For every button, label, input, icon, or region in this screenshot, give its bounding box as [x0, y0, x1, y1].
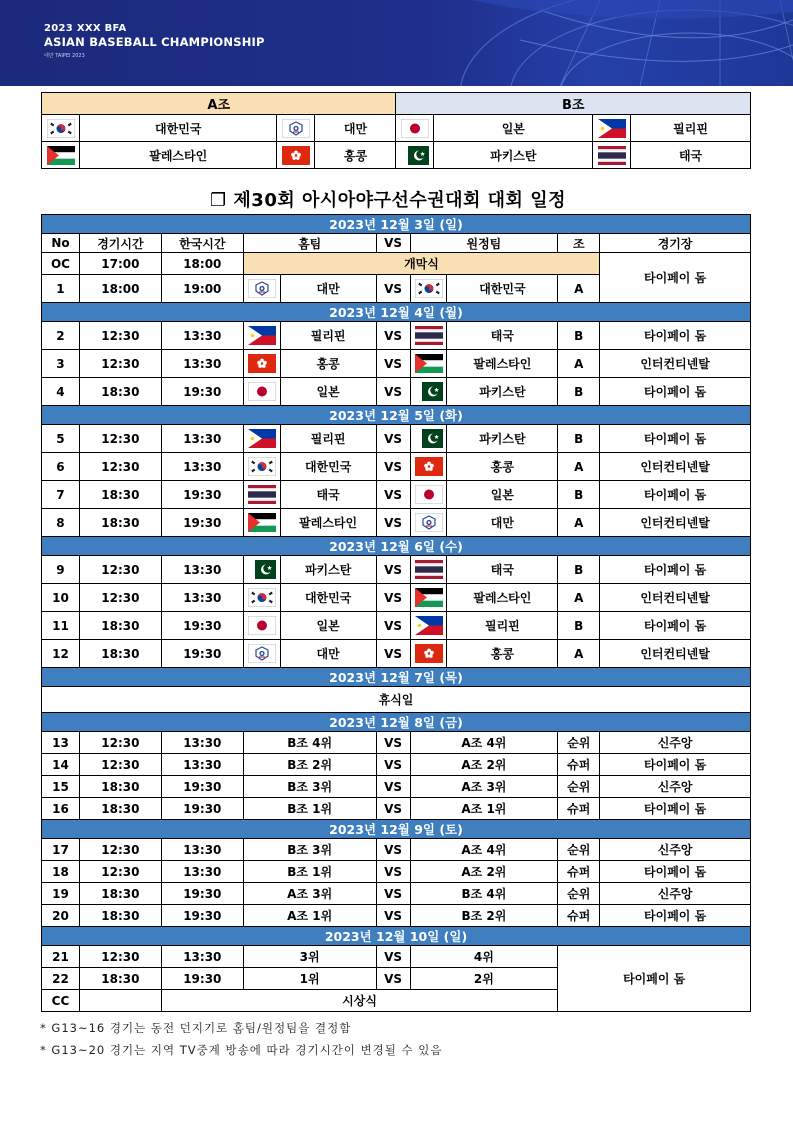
date-header: 2023년 12월 7일 (목): [42, 668, 751, 687]
local-time: 18:30: [79, 905, 161, 927]
table-row: [42, 946, 751, 968]
table-row: [42, 425, 751, 453]
palestine-flag-icon: [248, 513, 276, 532]
venue: 타이페이 돔: [600, 556, 751, 584]
flag-cell: [410, 612, 447, 640]
home-team: 일본: [280, 378, 376, 406]
footnote: * G13~16 경기는 동전 던지기로 홈팀/원정팀을 결정함: [40, 1021, 352, 1035]
flag-cell: [243, 275, 280, 303]
group-label: 순위: [558, 883, 600, 905]
korea-time: 13:30: [161, 839, 243, 861]
venue: 타이페이 돔: [600, 322, 751, 350]
away-team: A조 4위: [410, 839, 558, 861]
korea-time: 13:30: [161, 861, 243, 883]
date-header: 2023년 12월 9일 (토): [42, 820, 751, 839]
local-time: 18:30: [79, 968, 161, 990]
thailand-flag-icon: [415, 326, 443, 345]
chinese-taipei-flag-icon: [282, 119, 310, 138]
vs-label: VS: [376, 453, 410, 481]
away-team: 파키스탄: [447, 425, 558, 453]
away-team: 홍콩: [447, 453, 558, 481]
date-header: 2023년 12월 5일 (화): [42, 406, 751, 425]
vs-label: VS: [376, 425, 410, 453]
table-row: [42, 350, 751, 378]
chinese-taipei-flag-icon: [248, 644, 276, 663]
local-time: 12:30: [79, 754, 161, 776]
flag-cell: [410, 425, 447, 453]
group-label: B: [558, 425, 600, 453]
korea-time: 19:30: [161, 776, 243, 798]
flag-cell: [243, 584, 280, 612]
table-row: [42, 861, 751, 883]
japan-flag-icon: [248, 616, 276, 635]
local-time: 12:30: [79, 556, 161, 584]
palestine-flag-icon: [47, 146, 75, 165]
flag-cell: [243, 378, 280, 406]
vs-label: VS: [376, 378, 410, 406]
table-row: [42, 556, 751, 584]
korea-time: 19:30: [161, 905, 243, 927]
game-number: 6: [42, 453, 80, 481]
local-time: 12:30: [79, 425, 161, 453]
hong-kong-flag-icon: [282, 146, 310, 165]
venue: 타이페이 돔: [600, 612, 751, 640]
venue: 신주앙: [600, 776, 751, 798]
group-b-team: 일본: [434, 115, 593, 142]
group-a-header: A조: [42, 93, 396, 115]
local-time: 18:30: [79, 481, 161, 509]
local-time: 12:30: [79, 861, 161, 883]
flag-cell: [243, 612, 280, 640]
vs-label: VS: [376, 556, 410, 584]
venue: 타이페이 돔: [600, 425, 751, 453]
away-team: 태국: [447, 322, 558, 350]
group-label: B: [558, 378, 600, 406]
footnote: * G13~20 경기는 지역 TV중계 방송에 따라 경기시간이 변경될 수 있음: [40, 1043, 443, 1057]
group-b-header: B조: [396, 93, 751, 115]
table-row: [42, 640, 751, 668]
flag-cell: [243, 481, 280, 509]
group-label: 슈퍼: [558, 861, 600, 883]
vs-label: VS: [376, 275, 410, 303]
japan-flag-icon: [248, 382, 276, 401]
date-header: 2023년 12월 10일 (일): [42, 927, 751, 946]
away-team: A조 2위: [410, 754, 558, 776]
flag-cell: [410, 350, 447, 378]
table-row: [42, 883, 751, 905]
vs-label: VS: [376, 350, 410, 378]
local-time: 18:30: [79, 776, 161, 798]
local-time: 12:30: [79, 732, 161, 754]
group-b-team: 필리핀: [631, 115, 751, 142]
flag-cell: [243, 425, 280, 453]
venue: 타이페이 돔: [600, 378, 751, 406]
column-header: No: [42, 234, 80, 253]
game-number: 2: [42, 322, 80, 350]
philippines-flag-icon: [248, 326, 276, 345]
date-header: 2023년 12월 4일 (월): [42, 303, 751, 322]
table-row: [42, 776, 751, 798]
game-number: 16: [42, 798, 80, 820]
korea-time: 13:30: [161, 754, 243, 776]
table-row: [42, 322, 751, 350]
korea-time: 13:30: [161, 453, 243, 481]
group-label: A: [558, 584, 600, 612]
local-time: 12:30: [79, 839, 161, 861]
home-team: B조 3위: [243, 776, 376, 798]
game-number: OC: [42, 253, 80, 275]
korea-time: 19:30: [161, 378, 243, 406]
opening-ceremony: 개막식: [243, 253, 599, 275]
date-header: 2023년 12월 6일 (수): [42, 537, 751, 556]
venue: 타이페이 돔: [600, 253, 751, 303]
table-row: [42, 509, 751, 537]
home-team: 대만: [280, 275, 376, 303]
venue: 인터컨티넨탈: [600, 584, 751, 612]
table-row: [42, 754, 751, 776]
away-team: 팔레스타인: [447, 584, 558, 612]
venue: 신주앙: [600, 839, 751, 861]
venue: 타이페이 돔: [600, 798, 751, 820]
korea-flag-icon: [248, 457, 276, 476]
local-time: 18:30: [79, 612, 161, 640]
date-header: 2023년 12월 3일 (일): [42, 215, 751, 234]
game-number: 18: [42, 861, 80, 883]
group-label: B: [558, 322, 600, 350]
local-time: 18:30: [79, 509, 161, 537]
flag-cell: [410, 275, 447, 303]
game-number: 14: [42, 754, 80, 776]
host-subline: 대만 TAIPEI 2023: [44, 53, 85, 59]
group-label: 슈퍼: [558, 905, 600, 927]
home-team: A조 1위: [243, 905, 376, 927]
column-header: 한국시간: [161, 234, 243, 253]
vs-label: VS: [376, 968, 410, 990]
korea-flag-icon: [415, 279, 443, 298]
local-time: 18:00: [79, 275, 161, 303]
chinese-taipei-flag-icon: [415, 513, 443, 532]
game-number: 5: [42, 425, 80, 453]
hong-kong-flag-icon: [248, 354, 276, 373]
chinese-taipei-flag-icon: [248, 279, 276, 298]
philippines-flag-icon: [248, 429, 276, 448]
game-number: 4: [42, 378, 80, 406]
home-team: A조 3위: [243, 883, 376, 905]
home-team: 파키스탄: [280, 556, 376, 584]
korea-time: 19:30: [161, 481, 243, 509]
flag-cell: [243, 640, 280, 668]
table-row: [42, 905, 751, 927]
away-team: 필리핀: [447, 612, 558, 640]
group-a-team: 대한민국: [80, 115, 277, 142]
korea-flag-icon: [47, 119, 75, 138]
local-time: 18:30: [79, 883, 161, 905]
game-number: 20: [42, 905, 80, 927]
rest-day: 휴식일: [42, 687, 751, 713]
venue: 타이페이 돔: [600, 861, 751, 883]
away-team: A조 2위: [410, 861, 558, 883]
checkbox-marker-icon: ❐: [210, 190, 227, 211]
venue: 타이페이 돔: [600, 754, 751, 776]
home-team: B조 2위: [243, 754, 376, 776]
table-row: [42, 584, 751, 612]
philippines-flag-icon: [598, 119, 626, 138]
vs-label: VS: [376, 905, 410, 927]
group-label: B: [558, 612, 600, 640]
group-label: B: [558, 481, 600, 509]
away-team: 대한민국: [447, 275, 558, 303]
group-a-team: 팔레스타인: [80, 142, 277, 169]
flag-cell: [410, 481, 447, 509]
korea-time: 13:30: [161, 556, 243, 584]
palestine-flag-icon: [415, 588, 443, 607]
local-time: 12:30: [79, 946, 161, 968]
hong-kong-flag-icon: [415, 457, 443, 476]
korea-time: 13:30: [161, 425, 243, 453]
event-year-line: 2023 XXX BFA: [44, 23, 127, 34]
group-b-team: 태국: [631, 142, 751, 169]
vs-label: VS: [376, 481, 410, 509]
away-team: A조 4위: [410, 732, 558, 754]
venue: 인터컨티넨탈: [600, 640, 751, 668]
home-team: 대만: [280, 640, 376, 668]
korea-time: 13:30: [161, 350, 243, 378]
flag-cell: [410, 556, 447, 584]
game-number: 19: [42, 883, 80, 905]
group-table: [41, 92, 751, 169]
table-row: [42, 453, 751, 481]
home-team: 대한민국: [280, 584, 376, 612]
vs-label: VS: [376, 732, 410, 754]
group-label: A: [558, 640, 600, 668]
home-team: 3위: [243, 946, 376, 968]
column-header: VS: [376, 234, 410, 253]
flag-cell: [410, 378, 447, 406]
header-banner: [0, 0, 793, 86]
group-label: 슈퍼: [558, 754, 600, 776]
hong-kong-flag-icon: [415, 644, 443, 663]
closing-ceremony: 시상식: [161, 990, 557, 1012]
game-number: 15: [42, 776, 80, 798]
vs-label: VS: [376, 883, 410, 905]
column-header: 경기장: [600, 234, 751, 253]
home-team: B조 4위: [243, 732, 376, 754]
game-number: 10: [42, 584, 80, 612]
group-label: B: [558, 556, 600, 584]
column-header: 경기시간: [79, 234, 161, 253]
pakistan-flag-icon: [401, 146, 429, 165]
thailand-flag-icon: [415, 560, 443, 579]
game-number: 11: [42, 612, 80, 640]
group-label: A: [558, 350, 600, 378]
away-team: 대만: [447, 509, 558, 537]
away-team: A조 1위: [410, 798, 558, 820]
palestine-flag-icon: [415, 354, 443, 373]
group-label: A: [558, 509, 600, 537]
venue: 타이페이 돔: [600, 481, 751, 509]
local-time: 12:30: [79, 584, 161, 612]
vs-label: VS: [376, 584, 410, 612]
table-row: [42, 378, 751, 406]
schedule-title-text: 제30회 아시아야구선수권대회 대회 일정: [233, 190, 566, 211]
local-time: 12:30: [79, 350, 161, 378]
flag-cell: [410, 509, 447, 537]
table-row: [42, 732, 751, 754]
pakistan-flag-icon: [248, 560, 276, 579]
local-time: 12:30: [79, 322, 161, 350]
group-a-team: 홍콩: [315, 142, 396, 169]
flag-cell: [410, 322, 447, 350]
away-team: 팔레스타인: [447, 350, 558, 378]
group-b-team: 파키스탄: [434, 142, 593, 169]
flag-cell: [410, 640, 447, 668]
home-team: 필리핀: [280, 425, 376, 453]
championship-title: ASIAN BASEBALL CHAMPIONSHIP: [44, 35, 265, 49]
venue: 신주앙: [600, 883, 751, 905]
korea-time: 13:30: [161, 584, 243, 612]
away-team: B조 4위: [410, 883, 558, 905]
vs-label: VS: [376, 640, 410, 668]
group-label: 슈퍼: [558, 798, 600, 820]
flag-cell: [410, 453, 447, 481]
local-time: 18:30: [79, 798, 161, 820]
home-team: 일본: [280, 612, 376, 640]
flag-cell: [243, 453, 280, 481]
away-team: 일본: [447, 481, 558, 509]
venue: 타이페이 돔: [600, 905, 751, 927]
local-time: 18:30: [79, 378, 161, 406]
japan-flag-icon: [401, 119, 429, 138]
philippines-flag-icon: [415, 616, 443, 635]
game-number: 1: [42, 275, 80, 303]
table-row: [42, 839, 751, 861]
japan-flag-icon: [415, 485, 443, 504]
game-number: 7: [42, 481, 80, 509]
game-number: 8: [42, 509, 80, 537]
away-team: 태국: [447, 556, 558, 584]
game-number: CC: [42, 990, 80, 1012]
flag-cell: [410, 584, 447, 612]
venue: 인터컨티넨탈: [600, 453, 751, 481]
home-team: B조 1위: [243, 798, 376, 820]
flag-cell: [243, 350, 280, 378]
home-team: 팔레스타인: [280, 509, 376, 537]
thailand-flag-icon: [598, 146, 626, 165]
away-team: A조 3위: [410, 776, 558, 798]
group-label: 순위: [558, 839, 600, 861]
venue: 타이페이 돔: [558, 946, 751, 1012]
schedule-title: [210, 186, 566, 212]
vs-label: VS: [376, 509, 410, 537]
pakistan-flag-icon: [415, 382, 443, 401]
korea-time: 19:30: [161, 798, 243, 820]
group-a-team: 대만: [315, 115, 396, 142]
korea-time: 19:00: [161, 275, 243, 303]
korea-time: 19:30: [161, 968, 243, 990]
vs-label: VS: [376, 776, 410, 798]
column-header: 조: [558, 234, 600, 253]
game-number: 3: [42, 350, 80, 378]
local-time: 12:30: [79, 453, 161, 481]
table-row: [42, 481, 751, 509]
korea-time: 19:30: [161, 612, 243, 640]
schedule-table: [41, 214, 751, 1012]
game-number: 12: [42, 640, 80, 668]
korea-time: 13:30: [161, 732, 243, 754]
flag-cell: [243, 322, 280, 350]
away-team: 홍콩: [447, 640, 558, 668]
venue: 인터컨티넨탈: [600, 350, 751, 378]
away-team: 4위: [410, 946, 558, 968]
column-header: 홈팀: [243, 234, 376, 253]
vs-label: VS: [376, 946, 410, 968]
group-label: 순위: [558, 776, 600, 798]
game-number: 9: [42, 556, 80, 584]
korea-time: 19:30: [161, 883, 243, 905]
table-row: [42, 612, 751, 640]
home-team: B조 1위: [243, 861, 376, 883]
home-team: 1위: [243, 968, 376, 990]
game-number: 13: [42, 732, 80, 754]
korea-time: 13:30: [161, 946, 243, 968]
vs-label: VS: [376, 322, 410, 350]
date-header: 2023년 12월 8일 (금): [42, 713, 751, 732]
blank-cell: [79, 990, 161, 1012]
flag-cell: [243, 556, 280, 584]
pakistan-flag-icon: [415, 429, 443, 448]
group-label: A: [558, 453, 600, 481]
korea-flag-icon: [248, 588, 276, 607]
game-number: 22: [42, 968, 80, 990]
thailand-flag-icon: [248, 485, 276, 504]
group-label: 순위: [558, 732, 600, 754]
vs-label: VS: [376, 754, 410, 776]
local-time: 17:00: [79, 253, 161, 275]
away-team: 파키스탄: [447, 378, 558, 406]
flag-cell: [243, 509, 280, 537]
vs-label: VS: [376, 839, 410, 861]
away-team: B조 2위: [410, 905, 558, 927]
korea-time: 18:00: [161, 253, 243, 275]
group-label: A: [558, 275, 600, 303]
away-team: 2위: [410, 968, 558, 990]
vs-label: VS: [376, 798, 410, 820]
venue: 인터컨티넨탈: [600, 509, 751, 537]
home-team: 필리핀: [280, 322, 376, 350]
home-team: 홍콩: [280, 350, 376, 378]
korea-time: 19:30: [161, 640, 243, 668]
home-team: 대한민국: [280, 453, 376, 481]
home-team: 태국: [280, 481, 376, 509]
game-number: 21: [42, 946, 80, 968]
venue: 신주앙: [600, 732, 751, 754]
column-header: 원정팀: [410, 234, 558, 253]
korea-time: 19:30: [161, 509, 243, 537]
korea-time: 13:30: [161, 322, 243, 350]
table-row: [42, 798, 751, 820]
vs-label: VS: [376, 612, 410, 640]
local-time: 18:30: [79, 640, 161, 668]
game-number: 17: [42, 839, 80, 861]
home-team: B조 3위: [243, 839, 376, 861]
vs-label: VS: [376, 861, 410, 883]
